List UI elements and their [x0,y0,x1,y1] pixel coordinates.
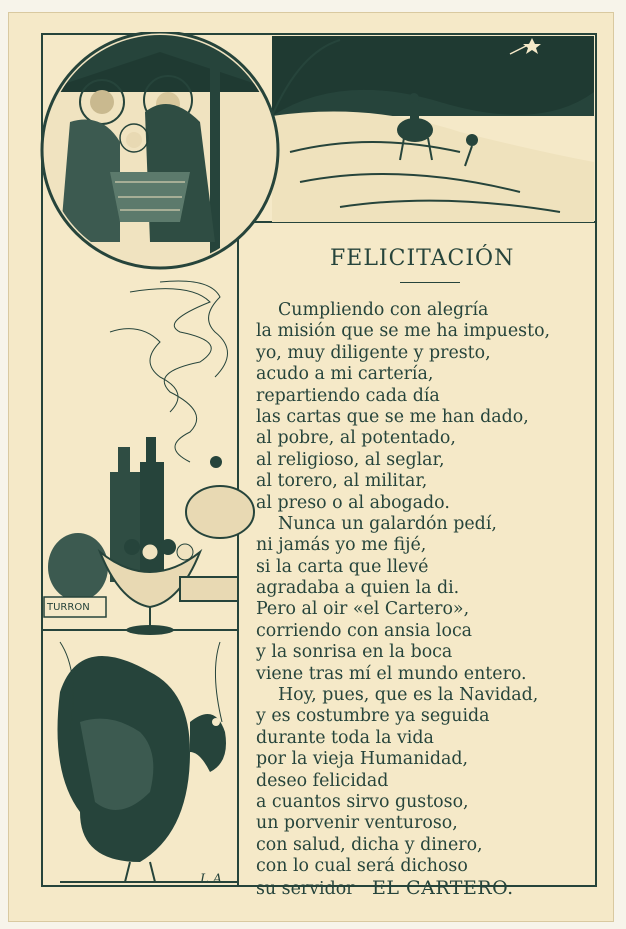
card-title: FELICITACIÓN [330,246,515,271]
poem-line: viene tras mí el mundo entero. [256,663,527,684]
poem-line: Hoy, pues, que es la Navidad, [278,685,539,706]
poem-line: a cuantos sirvo gustoso, [256,791,469,812]
poem-closing-line [256,878,616,899]
nativity-medallion [40,32,280,268]
night-scene-illustration [272,36,594,222]
poem-line: si la carta que llevé [256,556,429,577]
poem-line: por la vieja Humanidad, [256,749,469,770]
poem-line: las cartas que se me han dado, [256,406,529,427]
artist-monogram: L.A. [200,872,227,887]
poem-line: con salud, dicha y dinero, [256,834,483,855]
poem-text [256,300,616,899]
poem-line: con lo cual será dichoso [256,856,468,877]
poem-line: y es costumbre ya seguida [256,706,490,727]
title-divider [400,282,460,283]
turkey-illustration [58,642,239,882]
poem-line: repartiendo cada día [256,385,440,406]
poem-line: ni jamás yo me fijé, [256,535,427,556]
closing-prefix: su servidor [256,878,355,899]
poem-line: y la sonrisa en la boca [256,642,453,663]
poem-line: Cumpliendo con alegría [278,300,489,320]
poem-line: al religioso, al seglar, [256,449,445,470]
poem-line: al preso o al abogado. [256,492,450,513]
poem-line: agradaba a quien la di. [256,578,460,599]
poem-line: la misión que se me ha impuesto, [256,321,551,342]
poem-line: al pobre, al potentado, [256,428,456,449]
poem-line: durante toda la vida [256,727,434,748]
poem-line: acudo a mi cartería, [256,364,434,385]
poem-line: corriendo con ansia loca [256,620,473,641]
turron-label: TURRON [47,602,90,613]
poem-line: un porvenir venturoso, [256,813,458,834]
steam-decoration [110,281,228,462]
poem-line: Nunca un galardón pedí, [278,513,497,534]
poem-line: yo, muy diligente y presto, [256,342,491,363]
poem-line: deseo felicidad [256,770,389,791]
poem-line: al torero, al militar, [256,471,428,492]
poem-line: Pero al oir «el Cartero», [256,599,470,620]
closing-signature: EL CARTERO. [372,876,514,899]
